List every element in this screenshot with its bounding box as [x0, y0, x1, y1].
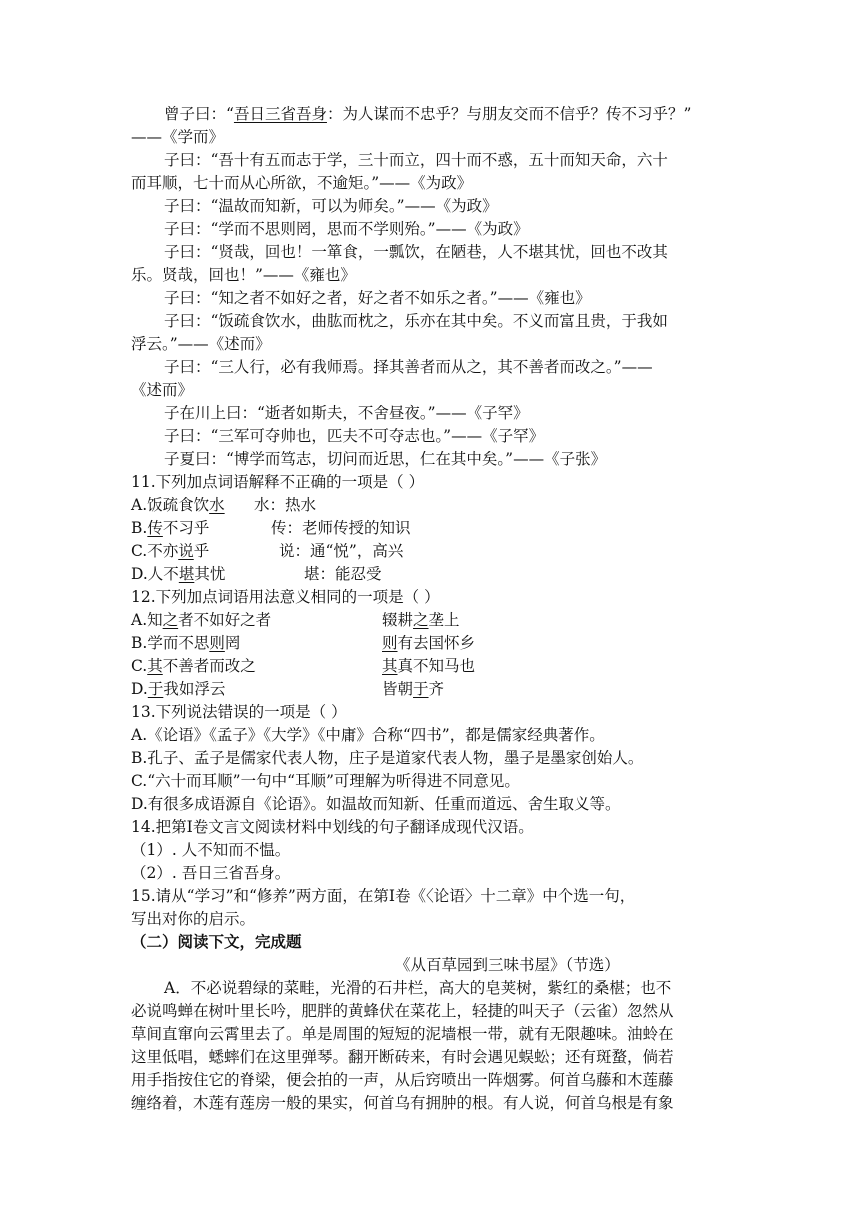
passage-line: 这里低唱，蟋蟀们在这里弹琴。翻开断砖来，有时会遇见蜈蚣；还有斑蝥，倘若 [131, 1048, 674, 1066]
analects-quote-9: 子在川上曰：“逝者如斯夫，不舍昼夜。”——《子罕》 [164, 404, 529, 422]
option-text: 不习乎 [162, 519, 210, 537]
dotted-word: 之 [162, 611, 179, 629]
dotted-word: 说 [178, 542, 194, 560]
question-15-stem: 15.请从“学习”和“修养”两方面，在第Ⅰ卷《〈论语〉十二章》中个选一句， [131, 887, 636, 905]
question-13-stem: 13.下列说法错误的一项是（ ） [131, 703, 347, 721]
question-11-option-d [131, 563, 225, 585]
question-11-option-a-explanation: 水：热水 [254, 496, 317, 514]
question-13-option-d: D.有很多成语源自《论语》。如温故而知新、任重而道远、舍生取义等。 [131, 795, 621, 813]
option-text: 者不如好之者 [178, 611, 272, 629]
question-13-option-a: A.《论语》《孟子》《大学》《中庸》合称“四书”，都是儒家经典著作。 [131, 726, 605, 744]
question-12-option-c [131, 655, 256, 677]
dotted-word: 水 [209, 496, 225, 514]
analects-quote-5-cont: 乐。贤哉，回也！”——《雍也》 [131, 266, 356, 284]
question-12-option-d [131, 678, 225, 700]
question-11-option-c [131, 540, 209, 562]
option-text: C.不亦 [131, 542, 179, 560]
dotted-word: 于 [147, 680, 164, 698]
option-text: B.学而不思 [131, 634, 210, 652]
question-11-option-c-explanation: 说：通“悦”，高兴 [279, 542, 404, 560]
option-letter: C. [131, 657, 148, 675]
question-14-stem: 14.把第Ⅰ卷文言文阅读材料中划线的句子翻译成现代汉语。 [131, 818, 534, 836]
dotted-word: 于 [413, 680, 429, 698]
underlined-sentence: 吾日三省吾身 [233, 105, 327, 123]
analects-quote-5: 子曰：“贤哉，回也！一箪食，一瓢饮，在陋巷，人不堪其忧，回也不改其 [164, 243, 668, 261]
dotted-word: 其 [147, 657, 163, 675]
option-text: 我如浮云 [163, 680, 226, 698]
analects-quote-7-cont: 浮云。”——《述而》 [131, 335, 271, 353]
option-text: A.知 [131, 611, 163, 629]
option-text: 乎 [193, 542, 210, 560]
question-14-sentence-1: （1）. 人不知而不愠。 [131, 841, 291, 859]
question-12-stem: 12.下列加点词语用法意义相同的一项是（ ） [131, 588, 440, 606]
analects-quote-6: 子曰：“知之者不如好之者，好之者不如乐之者。”——《雍也》 [164, 289, 591, 307]
passage-title: 《从百草园到三味书屋》（节选） [395, 956, 620, 974]
dotted-word: 则 [209, 634, 225, 652]
dotted-word: 则 [382, 634, 398, 652]
analects-quote-11: 子夏曰：“博学而笃志，切问而近思，仁在其中矣。”——《子张》 [164, 450, 607, 468]
question-12-option-c-compare [382, 655, 475, 677]
question-11-option-d-explanation: 堪：能忍受 [304, 565, 382, 583]
passage-line: 用手指按住它的脊梁，便会拍的一声，从后窍喷出一阵烟雾。何首乌藤和木莲藤 [131, 1071, 674, 1089]
analects-quote-8: 子曰：“三人行，必有我师焉。择其善者而从之，其不善者而改之。”—— [164, 358, 653, 376]
passage-line: A．不必说碧绿的菜畦，光滑的石井栏，高大的皂荚树，紫红的桑椹；也不 [164, 979, 672, 997]
option-text: A.饭疏食饮 [131, 496, 210, 514]
analects-quote-4: 子曰：“学而不思则罔，思而不学则殆。”——《为政》 [164, 220, 529, 238]
passage-line: 缠络着，木莲有莲房一般的果实，何首乌有拥肿的根。有人说，何首乌根是有象 [131, 1094, 674, 1112]
question-11-option-a [131, 494, 225, 516]
option-text: 罔 [224, 634, 241, 652]
option-text: D.人不 [131, 565, 179, 583]
option-letter: D. [131, 680, 148, 698]
question-15-stem-cont: 写出对你的启示。 [131, 910, 256, 928]
question-14-sentence-2: （2）. 吾日三省吾身。 [131, 864, 291, 882]
analects-quote-10: 子曰：“三军可夺帅也，匹夫不可夺志也。”——《子罕》 [164, 427, 545, 445]
dotted-word: 堪 [178, 565, 195, 583]
question-12-option-b [131, 632, 240, 654]
option-text: 辍耕 [382, 611, 414, 629]
passage-line: 草间直窜向云霄里去了。单是周围的短短的泥墙根一带，就有无限趣味。油蛉在 [131, 1025, 674, 1043]
question-11-stem: 11.下列加点词语解释不正确的一项是（ ） [131, 473, 425, 491]
option-text: 有去国怀乡 [397, 634, 476, 652]
option-letter: B. [131, 519, 148, 537]
analects-quote-2: 子曰：“吾十有五而志于学，三十而立，四十而不惑，五十而知天命，六十 [164, 151, 668, 169]
analects-quote-8-cont: 《述而》 [131, 381, 194, 399]
option-text: 其忧 [194, 565, 226, 583]
analects-quote-1 [164, 103, 691, 125]
question-12-option-d-compare [382, 678, 444, 700]
quote-text: ：为人谋而不忠乎？与朋友交而不信乎？传不习乎？” [326, 105, 692, 123]
option-text: 齐 [428, 680, 445, 698]
passage-line: 必说鸣蝉在树叶里长吟，肥胖的黄蜂伏在菜花上，轻捷的叫天子（云雀）忽然从 [131, 1002, 674, 1020]
question-13-option-b: B.孔子、孟子是儒家代表人物，庄子是道家代表人物，墨子是墨家创始人。 [131, 749, 644, 767]
analects-quote-2-cont: 而耳顺，七十而从心所欲，不逾矩。”——《为政》 [131, 174, 473, 192]
analects-quote-1-source: ——《学而》 [131, 128, 225, 146]
option-text: 皆朝 [382, 680, 414, 698]
dotted-word: 传 [147, 519, 163, 537]
dotted-word: 之 [413, 611, 429, 629]
question-12-option-a-compare [382, 609, 460, 631]
question-12-option-b-compare [382, 632, 475, 654]
question-11-option-b-explanation: 传：老师传授的知识 [271, 519, 411, 537]
dotted-word: 其 [382, 657, 398, 675]
question-12-option-a [131, 609, 271, 631]
question-13-option-c: C.“六十而耳顺”一句中“耳顺”可理解为听得进不同意见。 [131, 772, 520, 790]
question-11-option-b [131, 517, 209, 539]
analects-quote-7: 子曰：“饭疏食饮水，曲肱而枕之，乐亦在其中矣。不义而富且贵，于我如 [164, 312, 668, 330]
section-heading: （二）阅读下文，完成题 [131, 933, 302, 951]
option-text: 真不知马也 [397, 657, 476, 675]
option-text: 垄上 [428, 611, 460, 629]
analects-quote-3: 子曰：“温故而知新，可以为师矣。”——《为政》 [164, 197, 498, 215]
option-text: 不善者而改之 [162, 657, 256, 675]
quote-speaker: 曾子曰：“ [164, 105, 234, 123]
